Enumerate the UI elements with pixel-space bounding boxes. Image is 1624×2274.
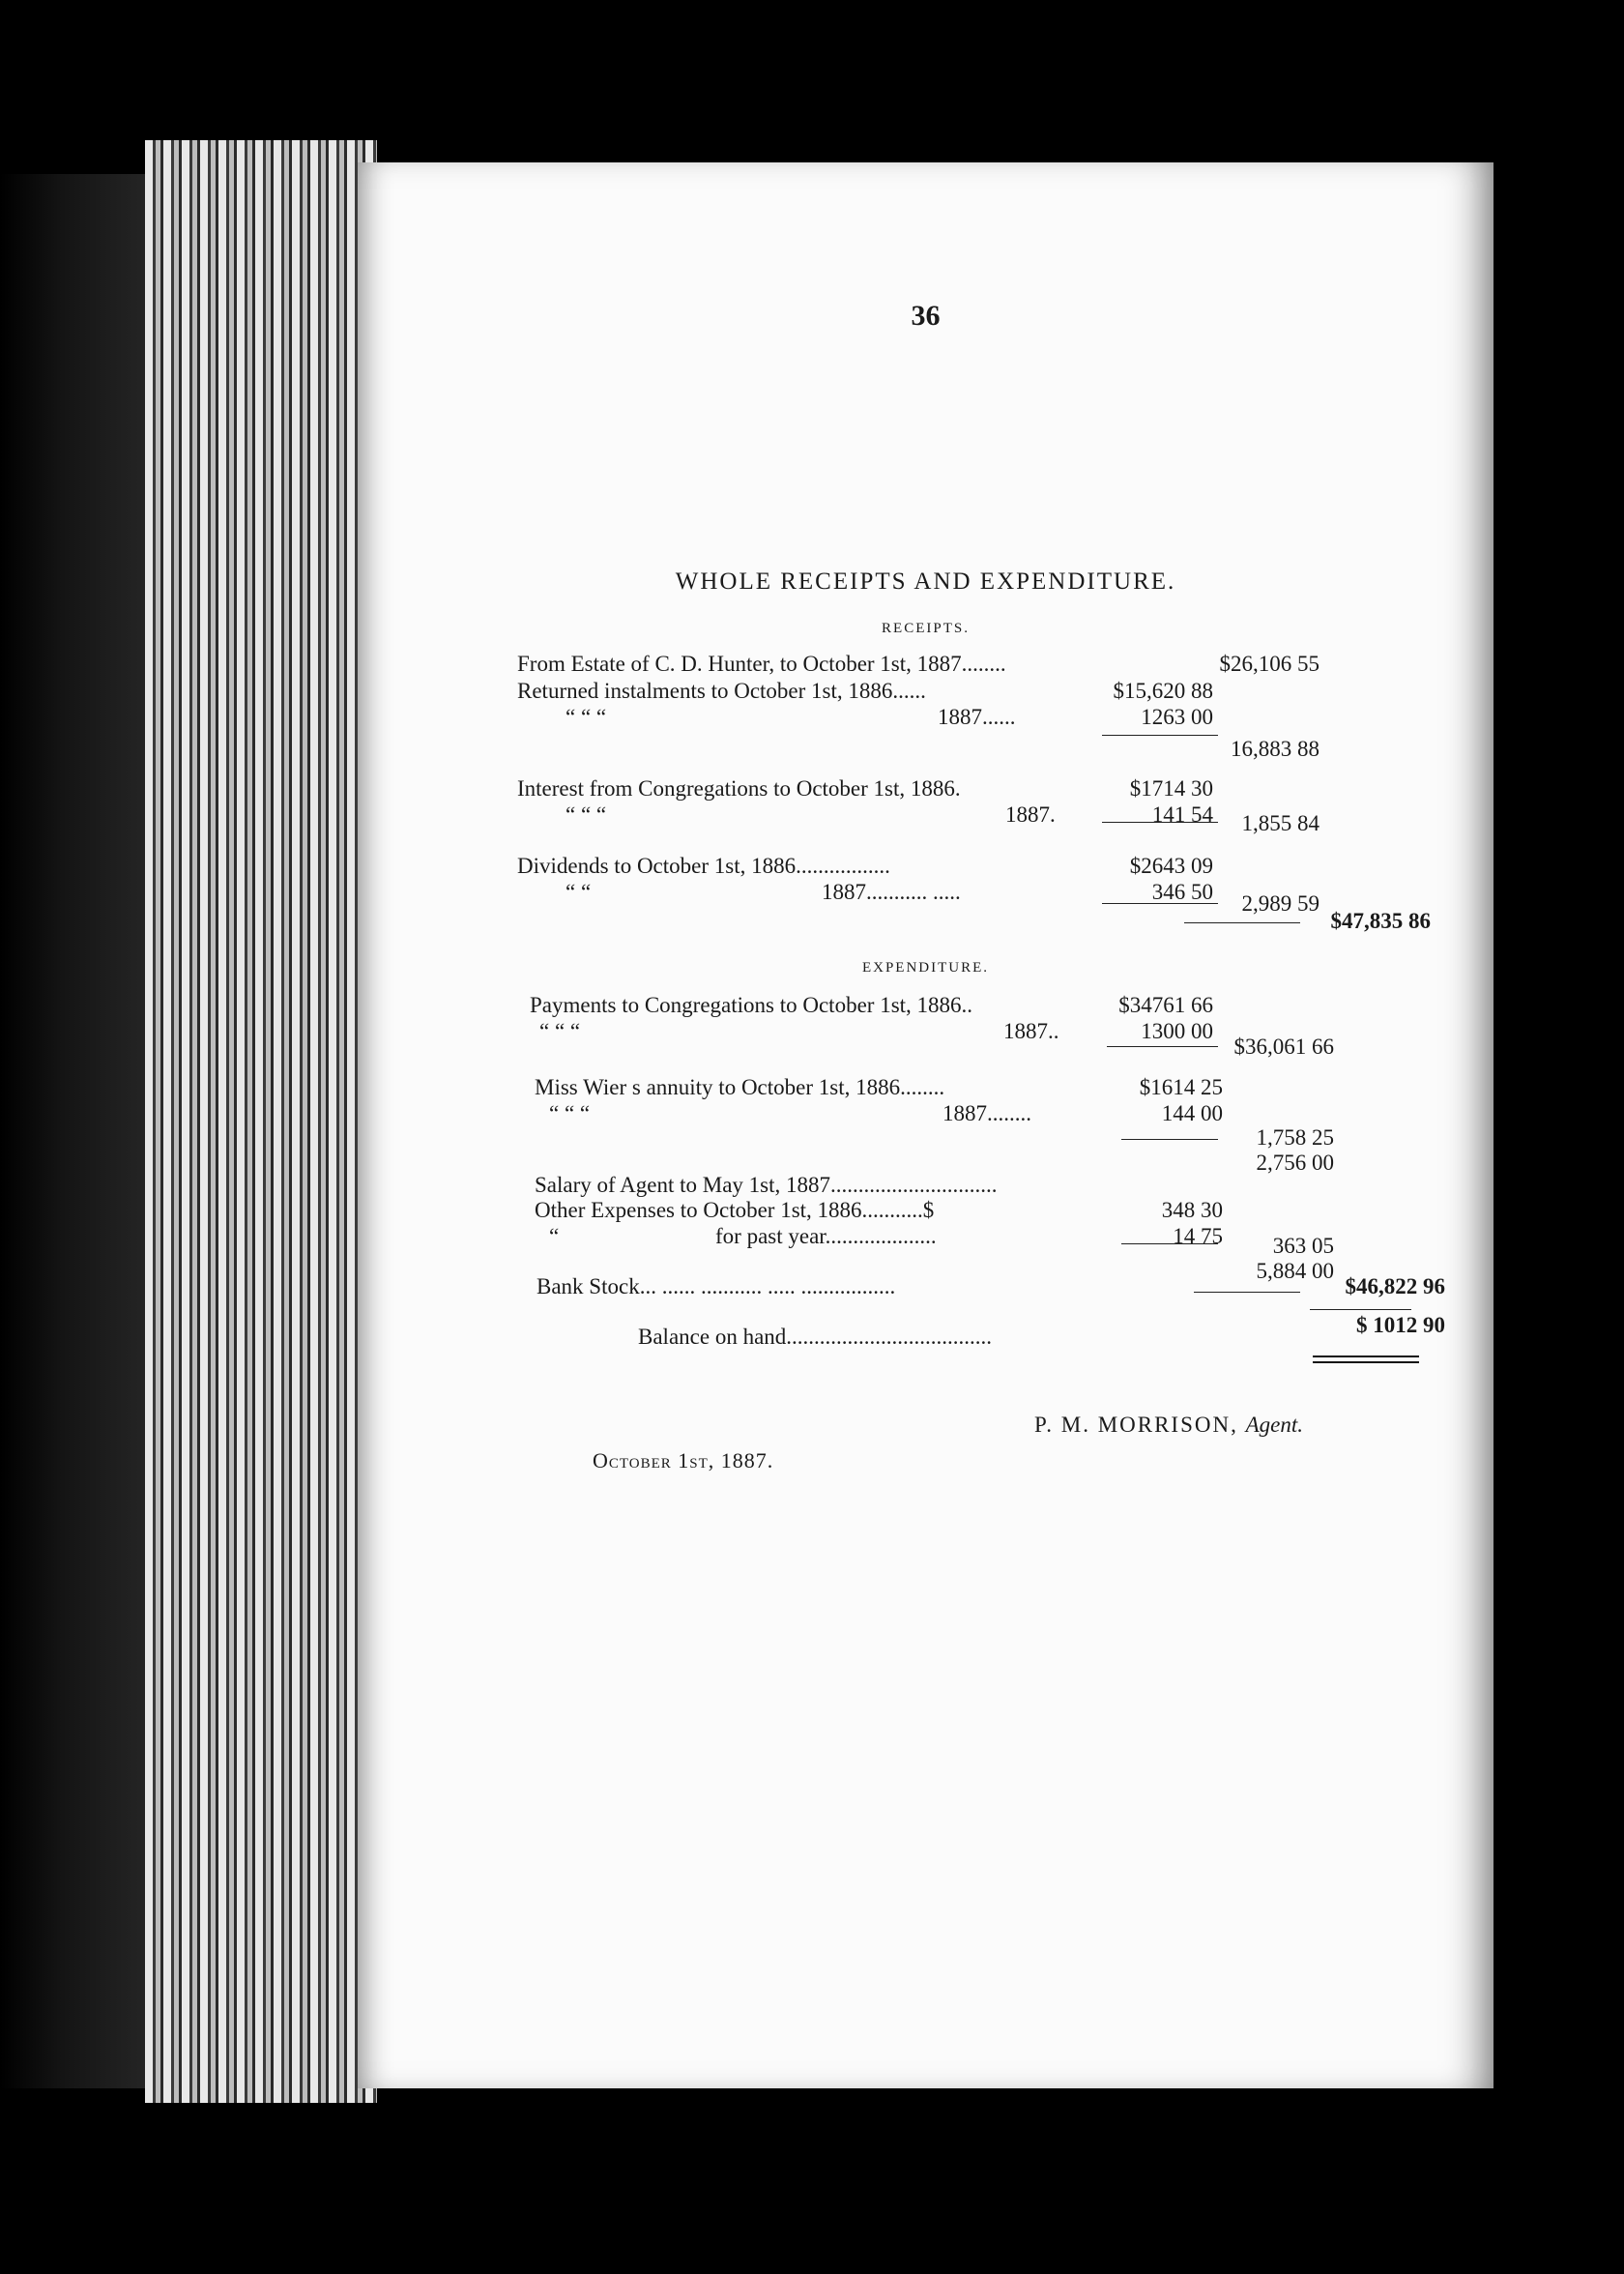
receipt-dividends-1887: 346 50 — [1151, 880, 1213, 904]
ditto-marks: “ — [549, 1224, 560, 1248]
receipt-instalments-label: Returned instalments to October 1st, 1886...... — [517, 679, 926, 703]
page-title: WHOLE RECEIPTS AND EXPENDITURE. — [675, 568, 1176, 595]
exp-payments-row — [358, 991, 1494, 1020]
receipt-interest-row — [358, 774, 1494, 803]
exp-other-label: Other Expenses to October 1st, 1886...........$ — [535, 1198, 935, 1222]
exp-payments-label: Payments to Congregations to October 1st, 1886.. — [530, 993, 973, 1017]
receipt-instalments-year: 1887...... — [938, 705, 1016, 729]
receipt-instalments-1887: 1263 00 — [1141, 705, 1213, 729]
exp-annuity-1886: $1614 25 — [1139, 1075, 1223, 1099]
exp-annuity-label: Miss Wier s annuity to October 1st, 1886........ — [535, 1075, 945, 1099]
receipt-instalments-total: 16,883 88 — [1231, 737, 1320, 761]
exp-other-total: 363 05 — [1272, 1234, 1334, 1258]
exp-other-past: 14 75 — [1173, 1224, 1223, 1248]
receipt-dividends-label: Dividends to October 1st, 1886................. — [517, 854, 890, 878]
receipts-grand-total: $47,835 86 — [1330, 909, 1431, 933]
exp-annuity-1887: 144 00 — [1161, 1101, 1223, 1125]
balance-amount-row — [358, 1311, 1494, 1340]
balance-label: Balance on hand..................................... — [638, 1325, 993, 1349]
book-page-edges — [145, 140, 377, 2103]
receipt-instalments-1887-row — [358, 703, 1494, 732]
ditto-marks: “ “ — [566, 880, 592, 904]
book-spine-shadow — [0, 174, 155, 2088]
exp-annuity-total: 1,758 25 — [1256, 1125, 1334, 1150]
exp-grand-total-row — [358, 1272, 1494, 1301]
receipt-interest-label: Interest from Congregations to October 1st, 1886. — [517, 776, 961, 801]
ditto-marks: “ “ “ — [566, 705, 607, 729]
exp-grand-total: $46,822 96 — [1345, 1274, 1445, 1298]
exp-salary-label: Salary of Agent to May 1st, 1887.............................. — [535, 1173, 998, 1197]
exp-salary-total: 2,756 00 — [1256, 1151, 1334, 1175]
exp-payments-total-row — [358, 1033, 1494, 1062]
receipt-dividends-1886: $2643 09 — [1129, 854, 1213, 878]
exp-bank-label: Bank Stock... ...... ........... ..... ................. — [536, 1274, 896, 1298]
agent-name: P. M. MORRISON, — [1034, 1413, 1238, 1437]
receipt-interest-year: 1887. — [1005, 802, 1056, 827]
receipt-dividends-total: 2,989 59 — [1241, 891, 1320, 916]
total-rule — [1310, 1309, 1411, 1310]
receipt-instalments-row — [358, 677, 1494, 706]
page-number: 36 — [911, 300, 941, 332]
receipt-interest-1887: 141 54 — [1151, 802, 1213, 827]
balance-amount: $ 1012 90 — [1356, 1313, 1445, 1337]
agent-signature — [1034, 1413, 1303, 1438]
receipt-estate-row — [358, 650, 1494, 679]
receipt-dividends-year: 1887........... ..... — [822, 880, 961, 904]
exp-other-sub-label: for past year.................... — [715, 1224, 937, 1248]
exp-payments-year: 1887.. — [1003, 1019, 1059, 1043]
exp-payments-total: $36,061 66 — [1233, 1035, 1334, 1059]
receipt-estate-total: $26,106 55 — [1219, 652, 1320, 676]
receipt-estate-label: From Estate of C. D. Hunter, to October 1st, 1887........ — [517, 652, 1006, 676]
exp-annuity-year: 1887........ — [942, 1101, 1031, 1125]
ditto-marks: “ “ “ — [566, 802, 607, 827]
exp-other-1886: 348 30 — [1161, 1198, 1223, 1222]
exp-annuity-row — [358, 1073, 1494, 1102]
receipt-dividends-row — [358, 852, 1494, 881]
receipt-instalments-total-row — [358, 735, 1494, 764]
exp-bank-total: 5,884 00 — [1256, 1259, 1334, 1283]
ditto-marks: “ “ “ — [539, 1019, 581, 1043]
receipts-heading: RECEIPTS. — [882, 621, 970, 636]
exp-payments-1887: 1300 00 — [1141, 1019, 1213, 1043]
double-rule — [1313, 1356, 1419, 1363]
ledger-page — [358, 162, 1494, 2088]
ditto-marks: “ “ “ — [549, 1101, 591, 1125]
receipts-grand-total-row — [358, 907, 1494, 936]
report-date: October 1st, 1887. — [593, 1448, 774, 1472]
exp-payments-1886: $34761 66 — [1118, 993, 1213, 1017]
exp-other-row — [358, 1196, 1494, 1225]
agent-title: Agent. — [1245, 1413, 1304, 1437]
expenditure-heading: EXPENDITURE. — [861, 960, 990, 976]
receipt-interest-total: 1,855 84 — [1241, 811, 1320, 835]
receipt-interest-1886: $1714 30 — [1129, 776, 1213, 801]
receipt-interest-total-row — [358, 809, 1494, 838]
receipt-instalments-1886: $15,620 88 — [1113, 679, 1213, 703]
